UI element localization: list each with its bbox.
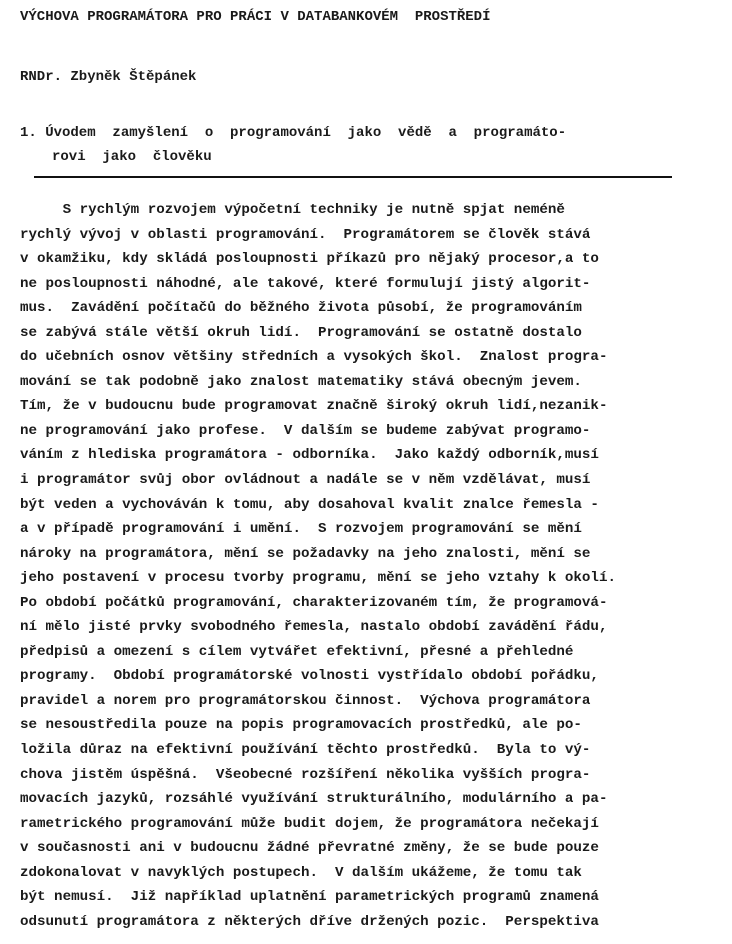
- paragraph-line: do učebních osnov většiny středních a vysokých škol. Znalost progra-: [20, 349, 608, 366]
- paragraph-line: mus. Zavádění počítačů do běžného života působí, že programováním: [20, 300, 582, 317]
- section-heading-line-1: 1. Úvodem zamyšlení o programování jako vědě a programáto-: [20, 125, 567, 141]
- paragraph-line: a v případě programování i umění. S rozvojem programování se mění: [20, 521, 582, 538]
- paragraph-line: odsunutí programátora z některých dříve držených pozic. Perspektiva: [20, 913, 599, 930]
- paragraph-line: pravidel a norem pro programátorskou činnost. Výchova programátora: [20, 692, 591, 709]
- paragraph-line: být veden a vychováván k tomu, aby dosahoval kvalit znalce řemesla -: [20, 496, 599, 513]
- paragraph-line: ložila důraz na efektivní používání těchto prostředků. Byla to vý-: [20, 742, 591, 759]
- document-title: VÝCHOVA PROGRAMÁTORA PRO PRÁCI V DATABANKOVÉM PROSTŘEDÍ: [20, 9, 491, 25]
- paragraph-line: váním z hlediska programátora - odborníka. Jako každý odborník,musí: [20, 447, 599, 464]
- paragraph-line: Tím, že v budoucnu bude programovat značně široký okruh lidí,nezanik-: [20, 398, 608, 415]
- paragraph-line: movacích jazyků, rozsáhlé využívání strukturálního, modulárního a pa-: [20, 791, 608, 808]
- paragraph-line: i programátor svůj obor ovládnout a nadále se v něm vzdělávat, musí: [20, 472, 591, 489]
- paragraph-line: v okamžiku, kdy skládá posloupnosti příkazů pro nějaký procesor,a to: [20, 251, 599, 268]
- paragraph-line: ne programování jako profese. V dalším se budeme zabývat programo-: [20, 422, 591, 439]
- paragraph-line: S rychlým rozvojem výpočetní techniky je nutně spjat neméně: [20, 202, 565, 218]
- body-paragraph: [20, 198, 720, 934]
- paragraph-line: předpisů a omezení s cílem vytvářet efektivní, přesné a přehledné: [20, 643, 574, 660]
- paragraph-line: ne posloupnosti náhodné, ale takové, které formulují jistý algorit-: [20, 275, 591, 292]
- section-underline: [34, 176, 672, 178]
- paragraph-line: rametrického programování může budit dojem, že programátora nečekají: [20, 815, 599, 832]
- paragraph-line: zdokonalovat v navyklých postupech. V dalším ukážeme, že tomu tak: [20, 864, 582, 881]
- section-heading-line-2: rovi jako člověku: [52, 149, 212, 165]
- author-name: RNDr. Zbyněk Štěpánek: [20, 69, 197, 85]
- paragraph-line: mování se tak podobně jako znalost matematiky stává obecným jevem.: [20, 373, 582, 390]
- paragraph-line: se zabývá stále větší okruh lidí. Programování se ostatně dostalo: [20, 324, 582, 341]
- paragraph-line: v současnosti ani v budoucnu žádné převratné změny, že se bude pouze: [20, 840, 599, 857]
- paragraph-line: jeho postavení v procesu tvorby programu, mění se jeho vztahy k okolí.: [20, 570, 616, 587]
- paragraph-line: být nemusí. Již například uplatnění parametrických programů znamená: [20, 889, 599, 906]
- paragraph-line: chova jistěm úspěšná. Všeobecné rozšíření několika vyšších progra-: [20, 766, 591, 783]
- paragraph-line: Po období počátků programování, charakterizovaném tím, že programová-: [20, 594, 608, 611]
- paragraph-line: rychlý vývoj v oblasti programování. Programátorem se člověk stává: [20, 226, 591, 243]
- paragraph-line: ní mělo jisté prvky svobodného řemesla, nastalo období zavádění řádu,: [20, 619, 608, 636]
- paragraph-line: nároky na programátora, mění se požadavky na jeho znalosti, mění se: [20, 545, 591, 562]
- paragraph-line: programy. Období programátorské volnosti vystřídalo období pořádku,: [20, 668, 599, 685]
- paragraph-line: se nesoustředila pouze na popis programovacích prostředků, ale po-: [20, 717, 582, 734]
